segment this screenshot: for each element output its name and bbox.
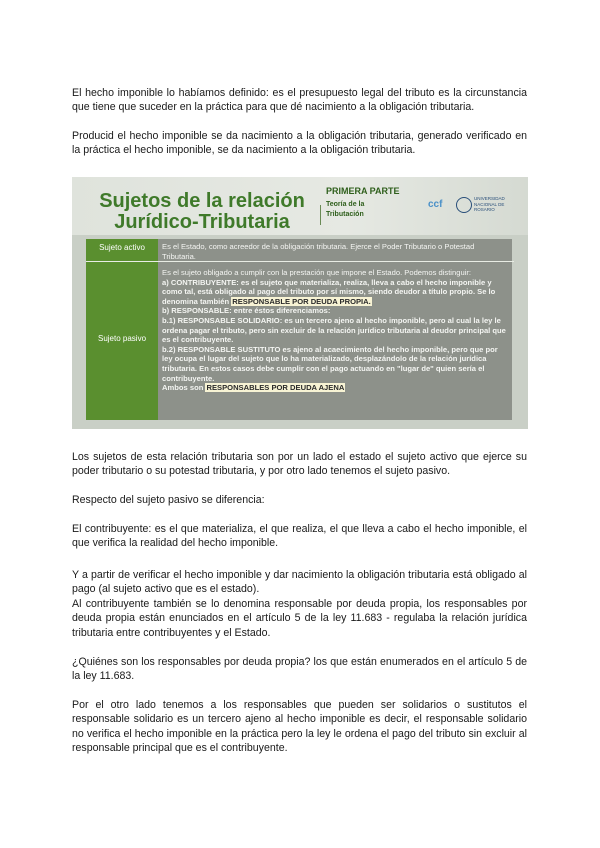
pasivo-definition: [162, 268, 510, 393]
label-sujeto-pasivo: Sujeto pasivo: [97, 334, 147, 343]
paragraph-sujeto-pasivo: Respecto del sujeto pasivo se diferencia:: [72, 494, 265, 506]
highlight-deuda-ajena: RESPONSABLES POR DEUDA AJENA: [206, 383, 345, 393]
paragraph-sujetos: Los sujetos de esta relación tributaria son por un lado el estado el sujeto activo que ejerce su poder tributario o su potestad tributaria, y por otro lado tenemos el sujeto pasivo.: [72, 451, 527, 478]
paragraph-contribuyente: El contribuyente: es el que materializa, el que realiza, el que lleva a cabo el hecho imponible, el que verifica la realidad del hecho imponible.: [72, 523, 527, 550]
definition-column: [158, 239, 512, 420]
paragraph-deuda-propia: Al contribuyente también se lo denomina responsable por deuda propia, los responsables por deuda propia están enunciados en el artículo 5 de la ley 11.683 - regulaba la relación jurídica tributaria entre contribuyentes y el Estado.: [72, 598, 527, 639]
paragraph-verificar: Y a partir de verificar el hecho imponible y dar nacimiento la obligación tributaria está obligado al pago (al sujeto activo que es el estado).: [72, 569, 527, 596]
label-column: [86, 239, 158, 420]
paragraph-producido-hecho: Producid el hecho imponible se da nacimiento a la obligación tributaria, generado verificado en la práctica el hecho imponible, se da nacimiento a la obligación tributaria.: [72, 130, 527, 157]
pasivo-solidario: b.1) RESPONSABLE SOLIDARIO: es un tercero ajeno al hecho imponible, pero al cual la ley le ordena pagar el tributo, pero sin excluir de la relación jurídico tributaria al deudor principal que es el contribuyente.: [162, 315, 506, 345]
pasivo-contribuyente: a) CONTRIBUYENTE: es el sujeto que materializa, realiza, lleva a cabo el hecho imponible y como tal, está obligado al pago del tributo por sí mismo, siendo deudor a título propio. Se lo denomina también: [162, 277, 496, 306]
part-title: PRIMERA PARTE: [326, 186, 400, 196]
highlight-deuda-propia: RESPONSABLE POR DEUDA PROPIA.: [232, 296, 371, 306]
slide-title: [98, 191, 306, 233]
unr-logo: [456, 195, 508, 217]
slide-image: [72, 177, 528, 429]
label-sujeto-activo: Sujeto activo: [99, 243, 145, 252]
activo-definition: Es el Estado, como acreedor de la obligación tributaria. Ejerce el Poder Tributario o Potestad Tributaria.: [162, 242, 475, 261]
paragraph-quienes: ¿Quiénes son los responsables por deuda propia? los que están enumerados en el artículo 5 de la ley 11.683.: [72, 656, 527, 683]
part-subtitle: Teoría de la Tributación: [326, 201, 365, 218]
paragraph-hecho-imponible: El hecho imponible lo habíamos definido: es el presupuesto legal del tributo es la circunstancia que tiene que suceder en la práctica para que dé nacimiento a la obligación tributaria.: [72, 87, 527, 114]
pasivo-ambos: Ambos son: [162, 383, 204, 393]
paragraph-solidarios: Por el otro lado tenemos a los responsables que pueden ser solidarios o sustitutos el responsable solidario es un tercero ajeno al hecho imponible es decir, el responsable solidario no verifica el hecho imponible en la práctica pero la ley le ordena el pago del tributo sin excluir al responsable principal que es el contribuyente.: [72, 699, 527, 755]
unr-logo-text: UNIVERSIDAD NACIONAL DE ROSARIO: [474, 196, 505, 212]
part-label: [326, 185, 404, 229]
unr-seal-icon: [456, 197, 472, 213]
slide-title-line2: Jurídico-Tributaria: [114, 211, 290, 233]
ccf-logo: ccf: [428, 199, 443, 210]
pasivo-responsable: b) RESPONSABLE: entre éstos diferenciamos:: [162, 306, 331, 316]
row-divider: [86, 261, 514, 262]
header-divider: [320, 205, 321, 225]
slide-title-line1: Sujetos de la relación: [99, 190, 305, 212]
pasivo-intro: Es el sujeto obligado a cumplir con la prestación que impone el Estado. Podemos distinguir:: [162, 268, 471, 277]
pasivo-sustituto: b.2) RESPONSABLE SUSTITUTO es ajeno al acaecimiento del hecho imponible, pero que por ley ocupa el lugar del sujeto que lo ha materializado, desplazándolo de la relación jurídica tributaria. En estos casos debe cumplir con el pago actuando en "lugar de" quien sería el contribuyente.: [162, 344, 498, 383]
